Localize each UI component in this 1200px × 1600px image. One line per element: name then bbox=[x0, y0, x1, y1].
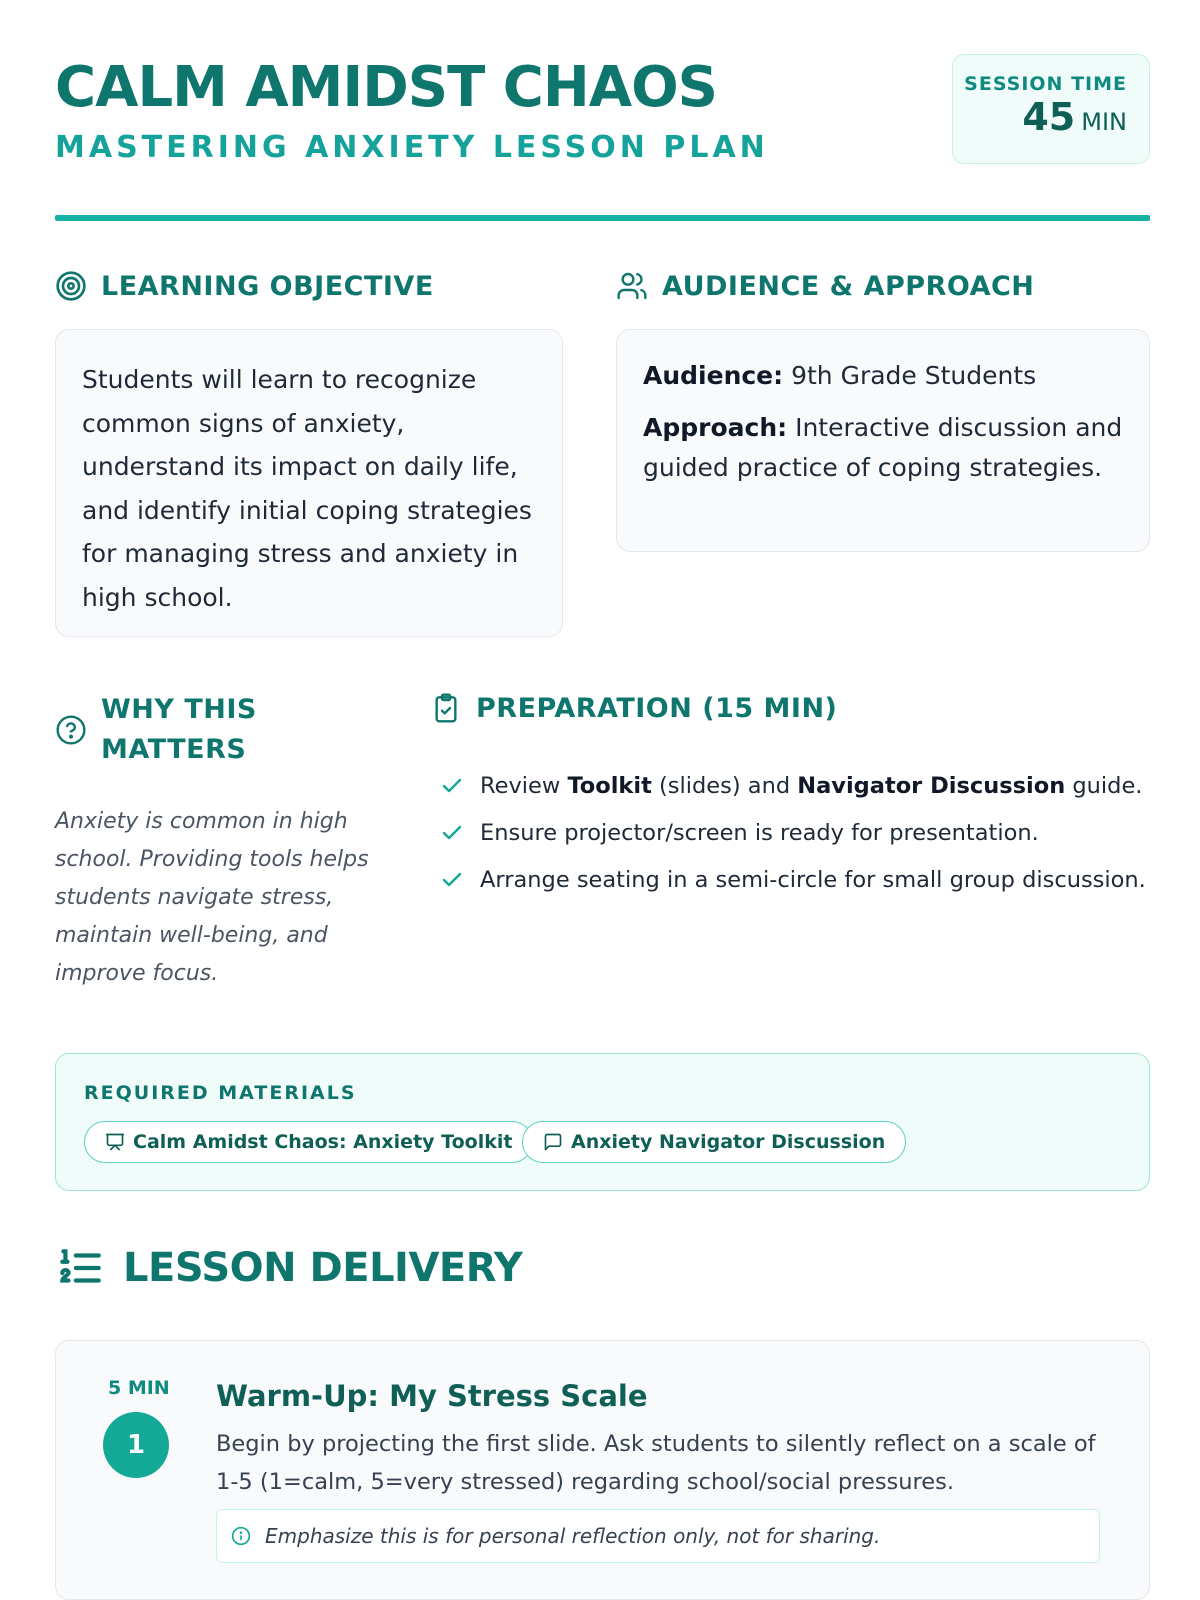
objective-text: Students will learn to recognize common signs of anxiety, understand its impact on daily life, and identify initial coping strategies for managing stress and anxiety in high school. bbox=[82, 365, 532, 612]
prep-item-text: Ensure projector/screen is ready for presentation. bbox=[480, 819, 1039, 846]
users-icon bbox=[616, 270, 648, 302]
session-time-label: SESSION TIME bbox=[964, 73, 1127, 95]
delivery-heading-text: LESSON DELIVERY bbox=[123, 1245, 523, 1291]
objective-heading-text: LEARNING OBJECTIVE bbox=[101, 270, 434, 302]
step-number-badge: 1 bbox=[103, 1412, 169, 1478]
prep-text: guide. bbox=[1065, 772, 1143, 799]
prep-text: (slides) and bbox=[651, 772, 798, 799]
why-heading bbox=[55, 690, 257, 770]
message-square-icon bbox=[543, 1132, 563, 1152]
list-item bbox=[440, 762, 1160, 809]
audience-value: 9th Grade Students bbox=[783, 361, 1037, 390]
info-icon bbox=[231, 1526, 251, 1546]
step-description: Begin by projecting the first slide. Ask students to silently reflect on a scale of 1-5 (1=calm, 5=very stressed) regarding school/social pressures. bbox=[216, 1431, 1096, 1495]
audience-heading-text: AUDIENCE & APPROACH bbox=[662, 270, 1035, 302]
step-time: 5 MIN bbox=[108, 1377, 170, 1399]
why-text: Anxiety is common in high school. Providing tools helps students navigate stress, maintain well-being, and improve focus. bbox=[55, 809, 369, 986]
presentation-icon bbox=[105, 1132, 125, 1152]
objective-heading bbox=[55, 270, 434, 302]
material-chip-label: Anxiety Navigator Discussion bbox=[571, 1131, 886, 1153]
material-chip-discussion[interactable] bbox=[522, 1121, 906, 1163]
list-ordered-icon bbox=[55, 1243, 105, 1293]
why-heading-text bbox=[101, 690, 257, 770]
list-item bbox=[440, 809, 1160, 856]
step-note bbox=[216, 1509, 1100, 1563]
check-icon bbox=[440, 774, 464, 798]
session-time-badge bbox=[952, 54, 1150, 164]
page-title: CALM AMIDST CHAOS bbox=[55, 55, 717, 120]
lesson-step-card bbox=[55, 1340, 1150, 1600]
materials-label: REQUIRED MATERIALS bbox=[84, 1082, 357, 1104]
why-heading-line2: MATTERS bbox=[101, 734, 247, 765]
approach-label: Approach: bbox=[643, 413, 788, 442]
clipboard-check-icon bbox=[430, 692, 462, 724]
audience-card bbox=[616, 329, 1150, 552]
preparation-heading bbox=[430, 692, 837, 724]
materials-panel bbox=[55, 1053, 1150, 1191]
approach-value: Interactive discussion and guided practice of coping strategies. bbox=[643, 413, 1123, 482]
header-divider bbox=[55, 215, 1150, 221]
help-circle-icon bbox=[55, 714, 87, 746]
preparation-list bbox=[440, 762, 1160, 903]
preparation-heading-text: PREPARATION (15 MIN) bbox=[476, 692, 838, 724]
approach-line bbox=[643, 408, 1123, 488]
step-note-text: Emphasize this is for personal reflection only, not for sharing. bbox=[265, 1524, 881, 1548]
prep-item-text bbox=[480, 773, 1142, 799]
material-chip-label: Calm Amidst Chaos: Anxiety Toolkit bbox=[133, 1131, 513, 1153]
audience-line bbox=[643, 356, 1123, 396]
target-icon bbox=[55, 270, 87, 302]
audience-label: Audience: bbox=[643, 361, 784, 390]
objective-card bbox=[55, 329, 563, 637]
list-item bbox=[440, 856, 1160, 903]
check-icon bbox=[440, 821, 464, 845]
prep-text: Review bbox=[480, 772, 568, 799]
check-icon bbox=[440, 868, 464, 892]
session-minutes: 45 bbox=[1022, 95, 1076, 139]
session-time-value bbox=[953, 95, 1127, 144]
page-subtitle: MASTERING ANXIETY LESSON PLAN bbox=[55, 130, 769, 165]
prep-bold: Navigator Discussion bbox=[797, 772, 1066, 799]
material-chip-toolkit[interactable] bbox=[84, 1121, 533, 1163]
audience-heading bbox=[616, 270, 1034, 302]
prep-item-text: Arrange seating in a semi-circle for small group discussion. bbox=[480, 866, 1146, 893]
why-heading-line1: WHY THIS bbox=[101, 694, 257, 725]
prep-bold: Toolkit bbox=[567, 772, 652, 799]
delivery-heading bbox=[55, 1243, 522, 1293]
step-title: Warm-Up: My Stress Scale bbox=[216, 1379, 648, 1413]
session-unit: MIN bbox=[1081, 108, 1127, 136]
